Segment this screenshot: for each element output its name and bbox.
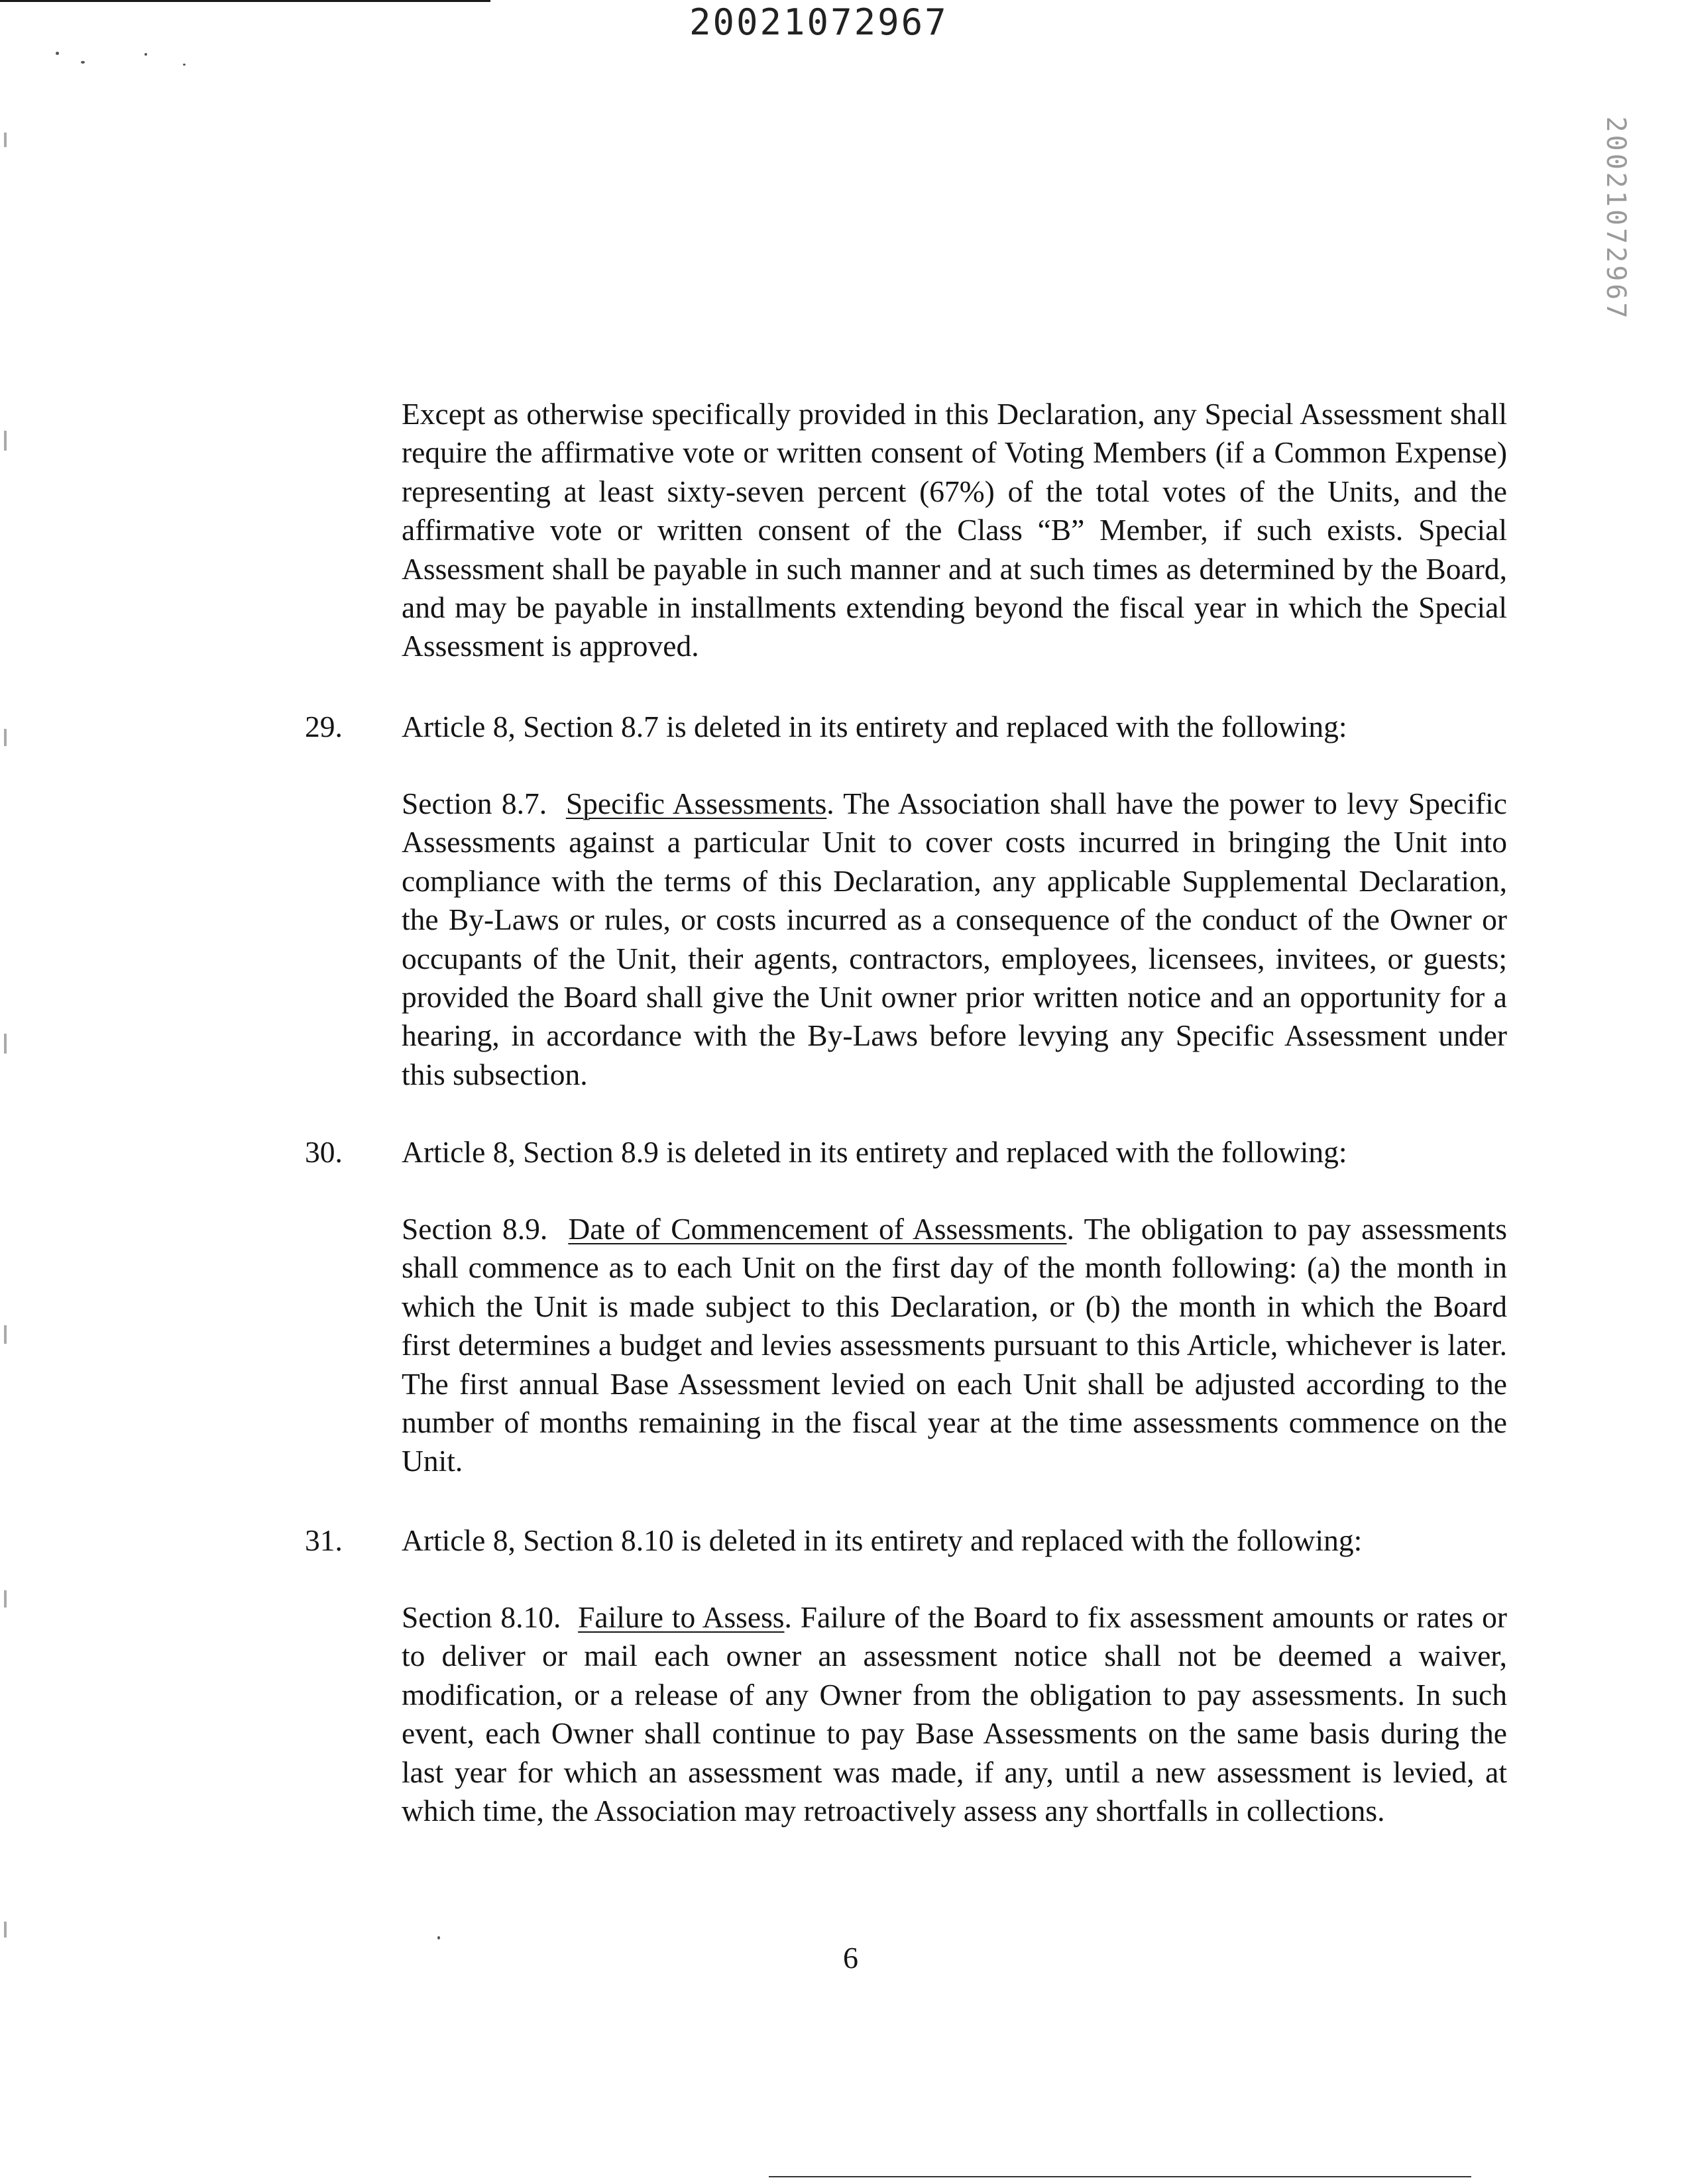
margin-mark <box>4 431 7 451</box>
margin-mark <box>4 1325 7 1344</box>
vertical-stamp-text: 20021072967 <box>1601 116 1631 321</box>
section-body: . The Association shall have the power to levy Specific Assessments against a particular Unit to cover costs incurred in bringing the Unit into compliance with the terms of this Declaration, any applicable Supplemental Declaration, the By-Laws or rules, or costs incurred as a consequence of the conduct of the Owner or occupants of the Unit, their agents, contractors, employees, licensees, invitees, or guests; provided the Board shall give the Unit owner prior written notice and an opportunity for a hearing, in accordance with the By-Laws before levying any Specific Assessment under this subsection. <box>402 787 1508 1091</box>
section-body: . The obligation to pay assessments shall commence as to each Unit on the first day of the month following: (a) the month in which the Unit is made subject to this Declaration, or (b) the month in which the Board first determines a budget and levies assessments pursuant to this Article, whichever is later. The first annual Base Assessment levied on each Unit shall be adjusted according to the number of months remaining in the fiscal year at the time assessments commence on the Unit. <box>402 1212 1508 1478</box>
section-body: . Failure of the Board to fix assessment amounts or rates or to deliver or mail each owner an assessment notice shall not be deemed a waiver, modification, or a release of any Owner from the obligation to pay assessments. In such event, each Owner shall continue to pay Base Assessments on the same basis during the last year for which an assessment was made, if any, until a new assessment is levied, at which time, the Association may retroactively assess any shortfalls in collections. <box>402 1600 1508 1828</box>
margin-mark <box>4 729 7 746</box>
item-instruction: Article 8, Section 8.10 is deleted in its entirety and replaced with the following: <box>402 1523 1363 1557</box>
scan-speck <box>81 61 85 64</box>
scan-speck <box>437 1936 440 1939</box>
top-rule <box>0 0 490 2</box>
section-label: Section 8.9. <box>402 1212 548 1246</box>
scan-speck <box>56 52 59 55</box>
section-paragraph <box>402 1210 1507 1481</box>
scan-speck <box>183 64 186 66</box>
item-number: 29. <box>305 710 343 743</box>
section-title: Failure to Assess <box>578 1600 785 1634</box>
margin-mark <box>4 1034 7 1054</box>
item-instruction: Article 8, Section 8.9 is deleted in its entirety and replaced with the following: <box>402 1135 1347 1169</box>
margin-mark <box>4 133 7 147</box>
item-instruction: Article 8, Section 8.7 is deleted in its entirety and replaced with the following: <box>402 710 1347 743</box>
margin-mark <box>4 1922 7 1938</box>
scan-speck <box>144 53 147 56</box>
intro-paragraph: Except as otherwise specifically provided in this Declaration, any Special Assessment shall require the affirmative vote or written consent of Voting Members (if a Common Expense) representing at least sixty-seven percent (67%) of the total votes of the Units, and the affirmative vote or written consent of the Class “B” Member, if such exists. Special Assessment shall be payable in such manner and at such times as determined by the Board, and may be payable in installments extending beyond the fiscal year in which the Special Assessment is approved. <box>402 397 1507 663</box>
page-number: 6 <box>843 1941 858 1975</box>
section-paragraph <box>402 785 1507 1094</box>
section-paragraph <box>402 1598 1507 1830</box>
margin-mark <box>4 1590 7 1608</box>
section-label: Section 8.7. <box>402 787 547 820</box>
document-number: 20021072967 <box>689 1 948 43</box>
section-title: Specific Assessments <box>565 787 827 820</box>
bottom-rule <box>769 2176 1471 2177</box>
vertical-stamp <box>1589 106 1642 331</box>
item-number: 30. <box>305 1135 343 1169</box>
item-number: 31. <box>305 1523 343 1557</box>
section-label: Section 8.10. <box>402 1600 561 1634</box>
section-title: Date of Commencement of Assessments <box>568 1212 1067 1246</box>
